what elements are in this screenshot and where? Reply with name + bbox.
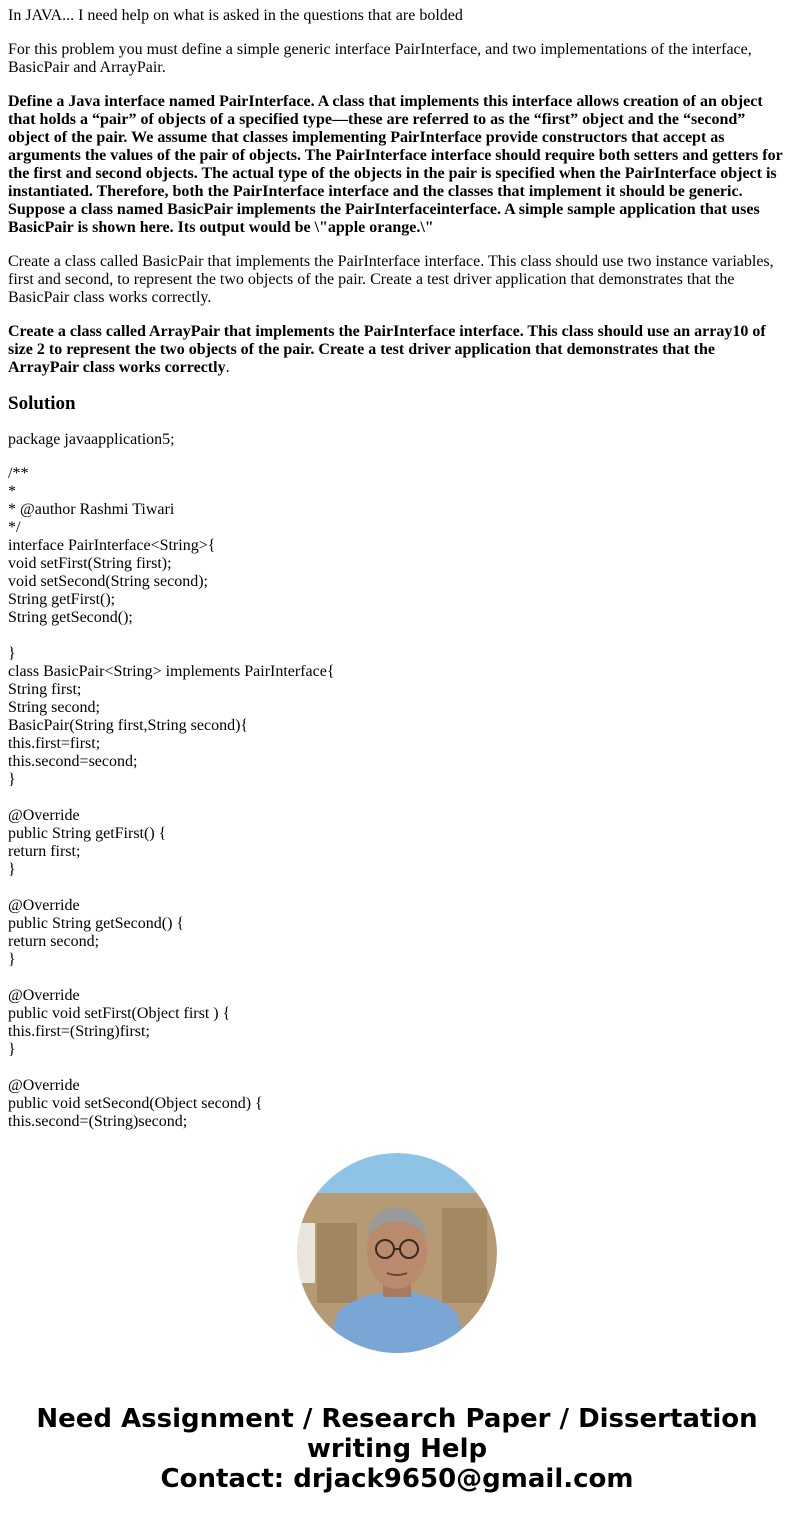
code-line: class BasicPair<String> implements PairInterface{ — [8, 663, 335, 680]
code-line: public String getFirst() { — [8, 825, 167, 842]
code-line — [8, 627, 786, 645]
code-line — [8, 879, 786, 897]
code-line: @Override — [8, 1077, 80, 1094]
code-line: @Override — [8, 987, 80, 1004]
page-content — [8, 7, 786, 1147]
code-line: this.first=(String)first; — [8, 1023, 150, 1040]
question-bold-3: Create a class called ArrayPair that implements the PairInterface interface. This class should use an array10 of size 2 to represent the two objects of the pair. Create a test driver application that demonstrates that the ArrayPair class works correctly — [8, 323, 766, 376]
code-line: String first; — [8, 681, 82, 698]
promo-footer — [0, 1404, 794, 1494]
code-line: this.second=second; — [8, 753, 138, 770]
question-bold-1: Define a Java interface named PairInterface. A class that implements this interface allows creation of an object that holds a “pair” of objects of a specified type—these are referred to as the “first” object and the “second” object of the pair. We assume that classes implementing PairInterface provide constructors that accept as arguments the values of the pair of objects. The PairInterface interface should require both setters and getters for the first and second objects. The actual type of the objects in the pair is specified when the PairInterface object is instantiated. Therefore, both the PairInterface interface and the classes that implement it should be generic. Suppose a class named BasicPair implements the PairInterfaceinterface. A simple sample application that uses BasicPair is shown here. Its output would be \"apple orange.\" — [8, 93, 783, 236]
question-bold-3-paragraph — [8, 323, 786, 377]
promo-line-1: Need Assignment / Research Paper / Dissertation — [36, 1404, 758, 1434]
code-line: void setSecond(String second); — [8, 573, 208, 590]
code-line: @Override — [8, 807, 80, 824]
code-line: @Override — [8, 897, 80, 914]
solution-package-line: package javaapplication5; — [8, 431, 175, 448]
promo-contact: Contact: drjack9650@gmail.com — [160, 1464, 634, 1494]
code-line: * — [8, 483, 16, 500]
code-line: } — [8, 1041, 16, 1058]
code-line: public String getSecond() { — [8, 915, 185, 932]
code-line: String second; — [8, 699, 100, 716]
code-line — [8, 789, 786, 807]
question-intro: In JAVA... I need help on what is asked in the questions that are bolded — [8, 7, 463, 24]
code-line: /** — [8, 465, 29, 482]
code-line: * @author Rashmi Tiwari — [8, 501, 175, 518]
code-line: this.first=first; — [8, 735, 101, 752]
code-line: */ — [8, 519, 21, 536]
code-line: return first; — [8, 843, 81, 860]
code-line — [8, 969, 786, 987]
code-line: interface PairInterface<String>{ — [8, 537, 216, 554]
code-line: this.second=(String)second; — [8, 1113, 188, 1130]
code-line: void setFirst(String first); — [8, 555, 172, 572]
solution-code — [8, 465, 786, 1147]
author-photo — [297, 1153, 497, 1353]
code-line: String getSecond(); — [8, 609, 133, 626]
code-line: public void setSecond(Object second) { — [8, 1095, 263, 1112]
question-bold-3-tail: . — [225, 359, 230, 376]
author-avatar — [297, 1153, 497, 1353]
code-line: public void setFirst(Object first ) { — [8, 1005, 231, 1022]
code-line: } — [8, 861, 16, 878]
code-line: } — [8, 645, 16, 662]
solution-heading: Solution — [8, 393, 76, 414]
question-overview: For this problem you must define a simple generic interface PairInterface, and two implementations of the interface, BasicPair and ArrayPair. — [8, 41, 752, 76]
code-line: } — [8, 771, 16, 788]
code-line — [8, 1059, 786, 1077]
code-line: return second; — [8, 933, 100, 950]
code-line: String getFirst(); — [8, 591, 116, 608]
code-line: } — [8, 951, 16, 968]
code-line: BasicPair(String first,String second){ — [8, 717, 249, 734]
promo-line-2: writing Help — [306, 1434, 488, 1464]
question-plain-2: Create a class called BasicPair that implements the PairInterface interface. This class should use two instance variables, first and second, to represent the two objects of the pair. Create a test driver application that demonstrates that the BasicPair class works correctly. — [8, 253, 774, 306]
